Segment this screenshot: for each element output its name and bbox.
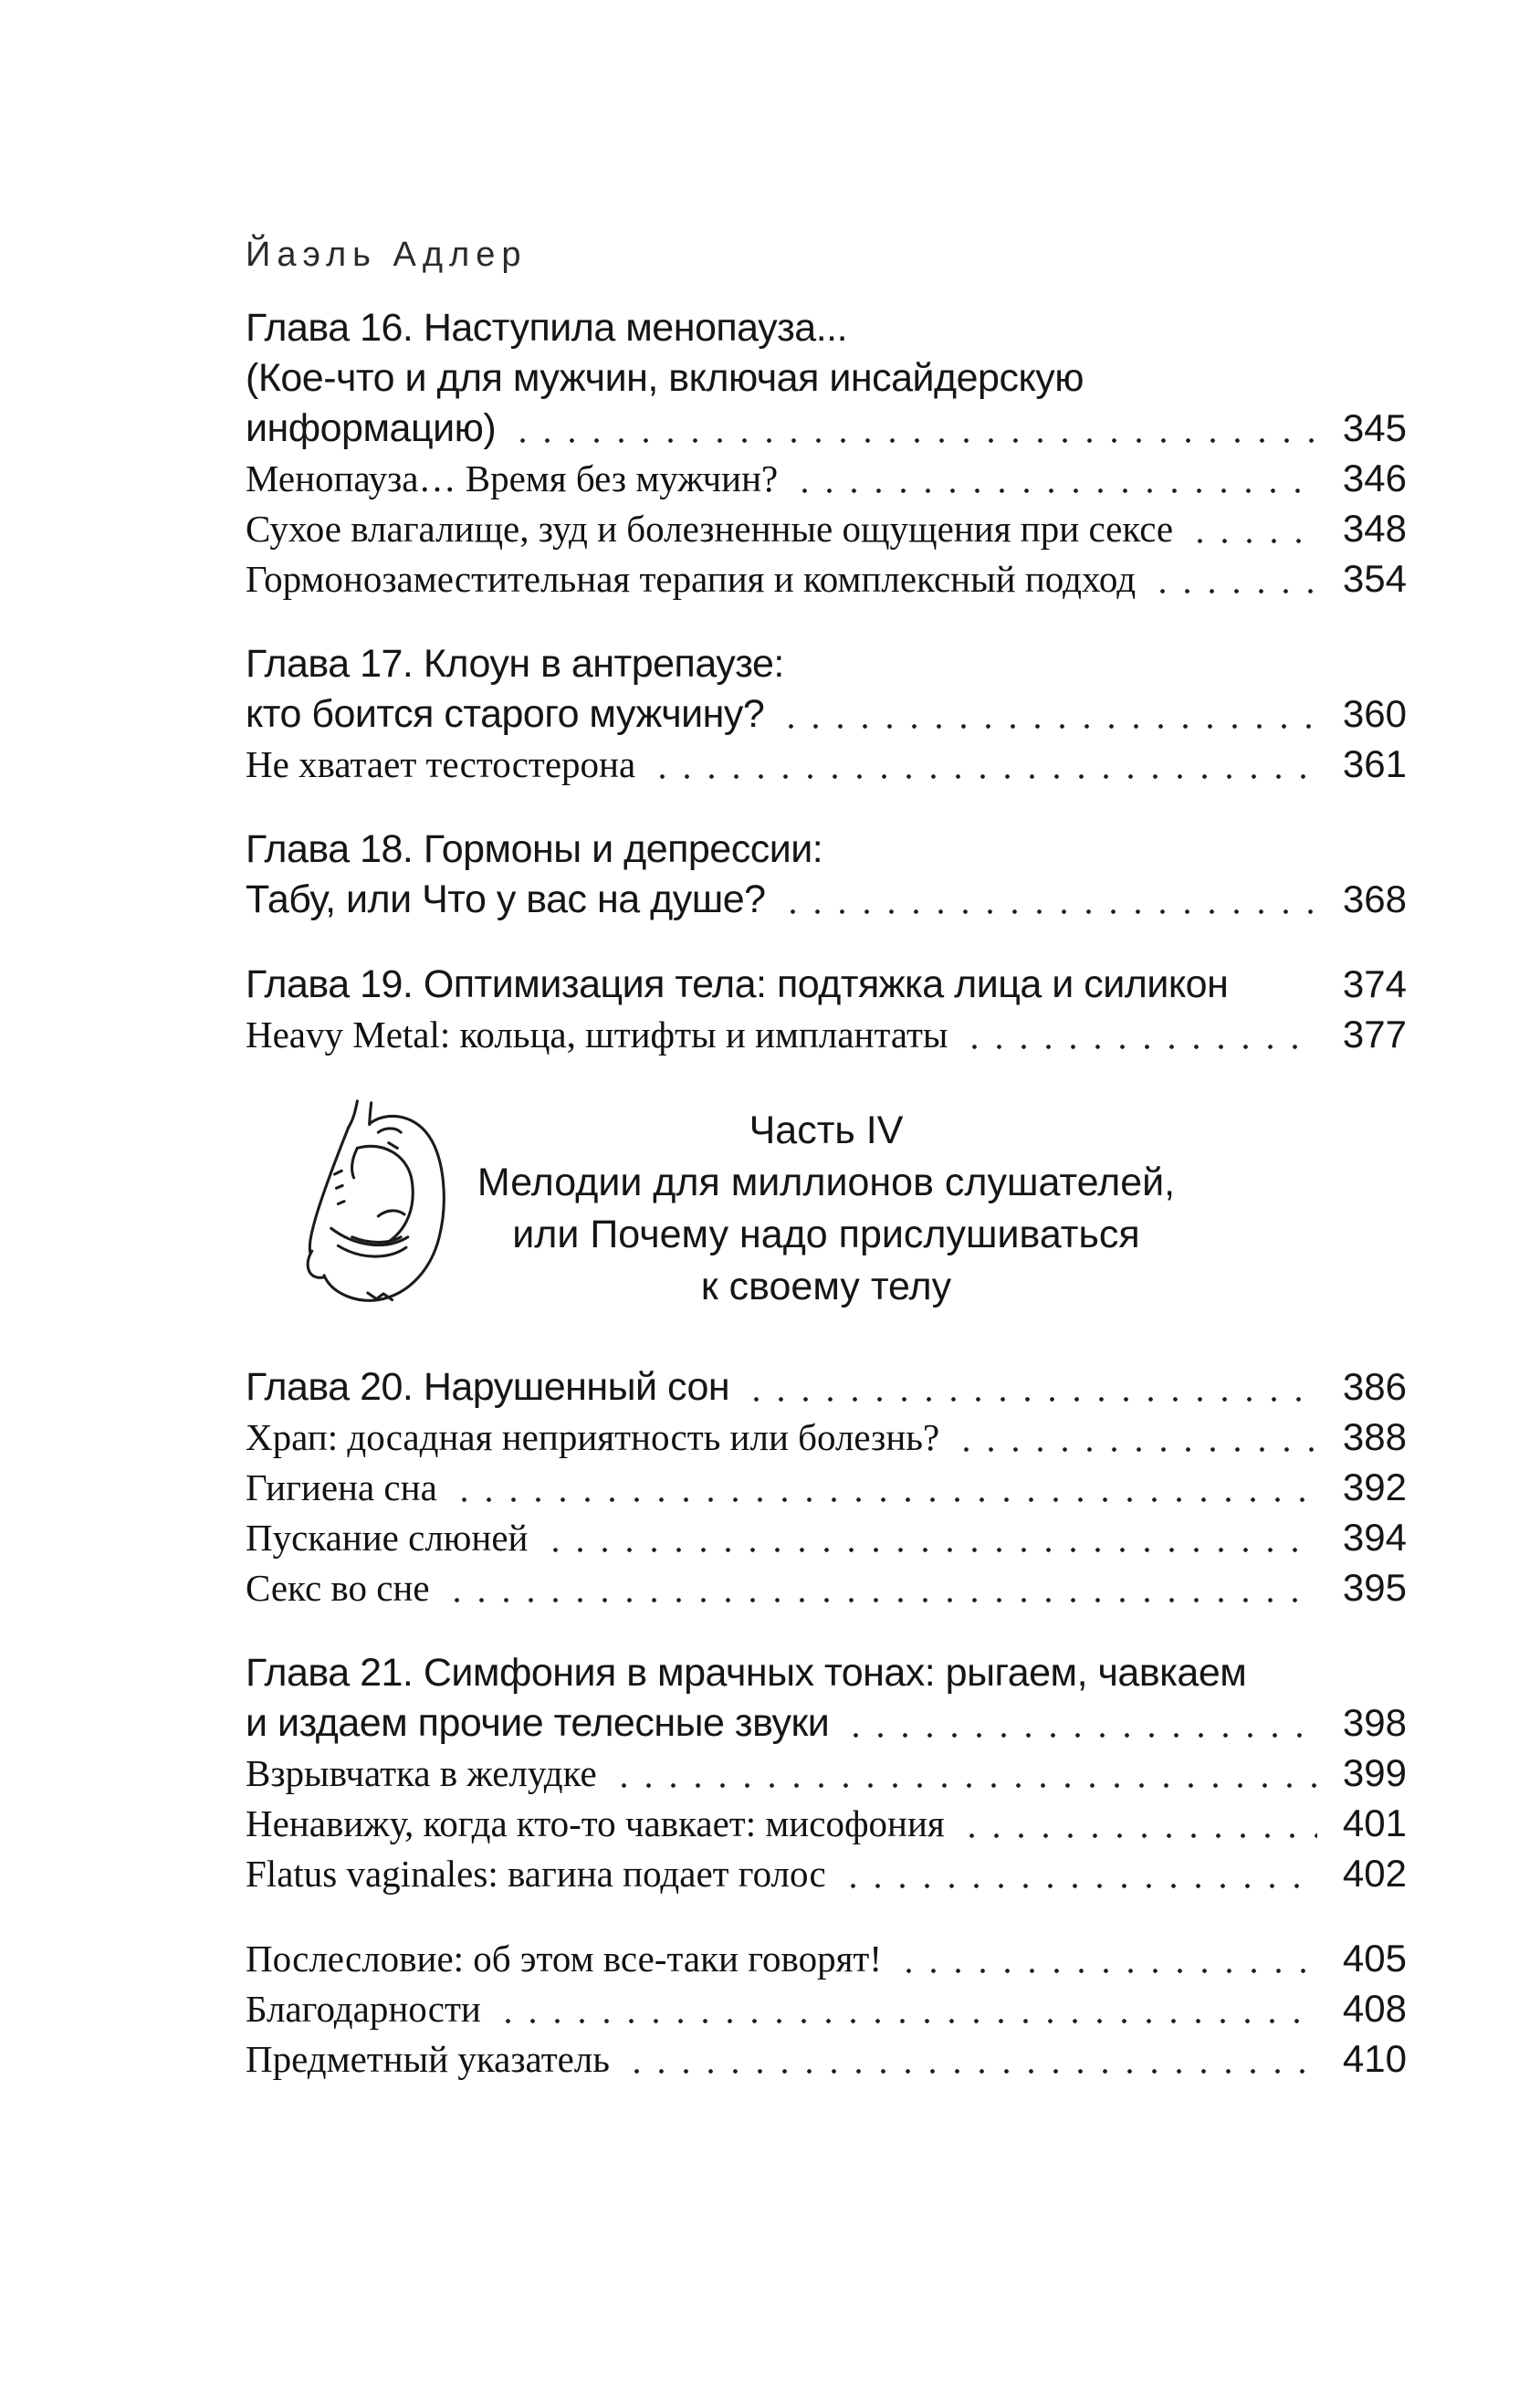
toc-entry-title: Ненавижу, когда кто-то чавкает: мисофония [246,1802,945,1844]
toc-entry-page-number: 360 [1342,692,1407,735]
toc-entry-page-number: 398 [1342,1701,1407,1744]
part-title: Часть IV [749,1108,904,1152]
toc-entry-title: информацию) [246,406,497,450]
page-header-author: Йаэль Адлер [246,236,528,274]
dot-leader [959,1833,1317,1839]
dot-leader [445,1597,1317,1603]
dot-leader [843,1732,1317,1738]
dot-leader [650,773,1317,780]
toc-entry-page-number: 346 [1342,457,1407,499]
toc-entry [246,557,1407,607]
toc-entry-title: Глава 17. Клоун в антрепаузе: [246,642,784,686]
toc-entry [246,1566,1407,1616]
toc-entry-page-number: 374 [1342,962,1407,1005]
toc-entry [246,1987,1407,2037]
toc-entry-title: и издаем прочие телесные звуки [246,1701,830,1745]
toc-entry [246,1802,1407,1852]
dot-leader [624,2068,1317,2075]
part-subtitle-line: Мелодии для миллионов слушателей, [477,1161,1176,1204]
dot-leader [792,488,1317,494]
toc-entry-page-number: 388 [1342,1415,1407,1458]
toc-entry-title: Не хватает тестостерона [246,743,636,785]
toc-entry [246,356,1407,406]
toc-entry-title: Послесловие: об этом все-таки говорят! [246,1938,882,1980]
toc-entry-title: Предметный указатель [246,2038,610,2080]
toc-entry [246,1013,1407,1063]
toc-entry-page-number: 386 [1342,1365,1407,1408]
dot-leader [962,1044,1317,1050]
toc-entry [246,1516,1407,1566]
toc-entry [246,692,1407,742]
toc-entry-page-number: 408 [1342,1987,1407,2030]
toc-entry-title: Глава 21. Симфония в мрачных тонах: рыгаем, чавкаем [246,1651,1247,1695]
toc-entry-page-number: 392 [1342,1465,1407,1508]
toc-entry [246,1852,1407,1902]
toc-entry [246,1651,1407,1701]
toc-entry-title: Менопауза… Время без мужчин? [246,457,779,499]
toc-entry-page-number: 368 [1342,877,1407,920]
toc-entry [246,1937,1407,1987]
toc-section-lower [246,1365,1407,2087]
toc-entry-title: Храп: досадная неприятность или болезнь? [246,1416,940,1458]
toc-entry-title: Сухое влагалище, зуд и болезненные ощущения при сексе [246,508,1174,550]
part-divider-section [246,1105,1407,1319]
toc-entry [246,1365,1407,1415]
toc-content [246,236,1407,2087]
dot-leader [841,1883,1317,1889]
toc-entry [246,406,1407,457]
toc-entry [246,742,1407,793]
toc-entry [246,642,1407,692]
dot-leader [1242,993,1317,1000]
dot-leader [780,909,1317,915]
toc-section-upper [246,306,1407,1063]
toc-entry-title: кто боится старого мужчину? [246,692,765,736]
toc-entry-title: (Кое-что и для мужчин, включая инсайдерскую [246,356,1084,400]
part-subtitle-line: или Почему надо прислушиваться [512,1213,1140,1256]
toc-entry-page-number: 354 [1342,557,1407,600]
toc-entry-page-number: 399 [1342,1751,1407,1794]
toc-entry-page-number: 394 [1342,1516,1407,1559]
toc-entry [246,2037,1407,2087]
toc-entry-page-number: 377 [1342,1013,1407,1056]
stomach-sketch-illustration [271,1098,459,1311]
toc-entry-title: Гигиена сна [246,1466,437,1508]
toc-entry-page-number: 361 [1342,742,1407,785]
toc-entry-title: Взрывчатка в желудке [246,1752,597,1794]
toc-entry [246,457,1407,507]
toc-entry-page-number: 348 [1342,507,1407,550]
dot-leader [452,1497,1317,1503]
dot-leader [496,2018,1317,2024]
toc-entry-title: Flatus vaginales: вагина подает голос [246,1853,826,1895]
dot-leader [779,723,1317,730]
toc-entry-page-number: 402 [1342,1852,1407,1895]
dot-leader [954,1446,1317,1453]
toc-entry [246,1701,1407,1751]
part-subtitle-line: к своему телу [700,1265,952,1308]
toc-entry-page-number: 410 [1342,2037,1407,2080]
toc-entry-title: Пускание слюней [246,1517,529,1559]
toc-entry-title: Табу, или Что у вас на душе? [246,877,766,921]
toc-entry-title: Heavy Metal: кольца, штифты и имплантаты [246,1014,948,1056]
dot-leader [1188,538,1317,544]
dot-leader [1150,588,1317,594]
toc-entry [246,827,1407,877]
dot-leader [744,1396,1317,1402]
toc-entry-page-number: 405 [1342,1937,1407,1980]
toc-entry [246,1415,1407,1465]
toc-entry-page-number: 395 [1342,1566,1407,1609]
toc-entry [246,306,1407,356]
toc-entry [246,1751,1407,1802]
toc-entry [246,877,1407,928]
dot-leader [896,1968,1317,1974]
dot-leader [510,437,1317,444]
toc-entry-title: Гормонозаместительная терапия и комплексный подход [246,558,1137,600]
toc-entry-title: Благодарности [246,1988,481,2030]
toc-entry-page-number: 345 [1342,406,1407,449]
toc-entry [246,962,1407,1013]
dot-leader [543,1547,1317,1553]
toc-entry-title: Глава 16. Наступила менопауза... [246,306,848,350]
toc-entry-title: Глава 19. Оптимизация тела: подтяжка лица и силикон [246,962,1229,1006]
toc-entry [246,1465,1407,1516]
toc-entry [246,507,1407,557]
toc-entry-page-number: 401 [1342,1802,1407,1844]
toc-entry-title: Глава 18. Гормоны и депрессии: [246,827,823,871]
toc-entry-title: Секс во сне [246,1567,430,1609]
dot-leader [612,1782,1317,1789]
toc-entry-title: Глава 20. Нарушенный сон [246,1365,730,1409]
